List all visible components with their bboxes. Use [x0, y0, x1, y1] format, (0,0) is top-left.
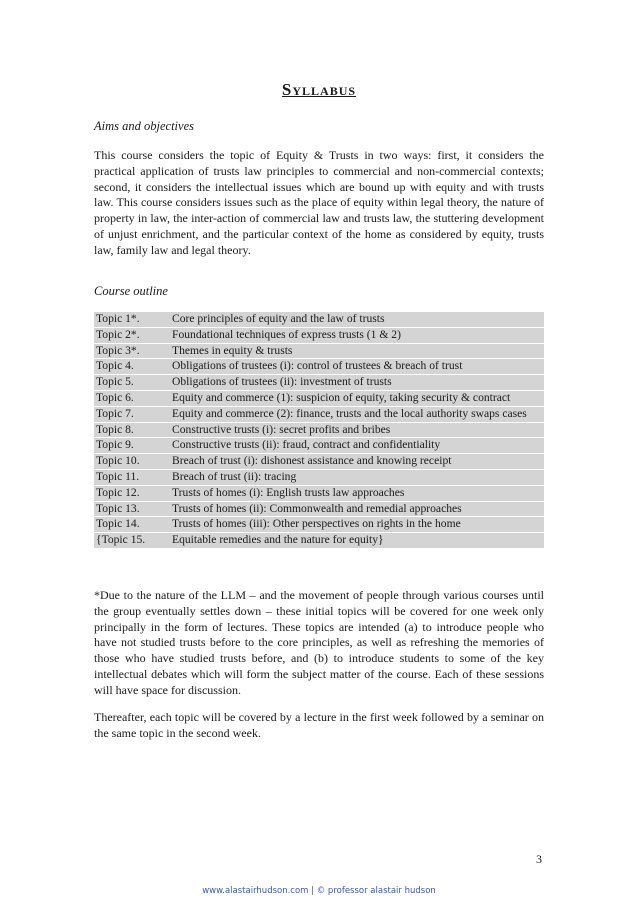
topic-number: Topic 2*. [94, 327, 170, 343]
topic-row [94, 485, 544, 501]
page-title: Syllabus [281, 80, 357, 99]
topic-description: Themes in equity & trusts [170, 343, 544, 359]
topic-row [94, 343, 544, 359]
topic-number: Topic 3*. [94, 343, 170, 359]
topic-number: Topic 6. [94, 390, 170, 406]
topic-description: Equitable remedies and the nature for equity} [170, 533, 544, 549]
topic-description: Trusts of homes (iii): Other perspectives on rights in the home [170, 517, 544, 533]
page-number: 3 [536, 852, 542, 866]
intro-paragraph: This course considers the topic of Equity & Trusts in two ways: first, it considers the practical application of trusts law principles to commercial and non-commercial contexts; second, it considers the intellectual issues which are bound up with equity and with trusts law. This course considers issues such as the place of equity within legal theory, the nature of property in law, the inter-action of commercial law and trusts law, the stuttering development of unjust enrichment, and the particular context of the home as considered by equity, trusts law, family law and legal theory. [94, 148, 544, 257]
topic-description: Equity and commerce (2): finance, trusts and the local authority swaps cases [170, 406, 544, 422]
topic-number: Topic 9. [94, 438, 170, 454]
topic-number: Topic 12. [94, 485, 170, 501]
topic-description: Obligations of trustees (i): control of trustees & breach of trust [170, 359, 544, 375]
topic-description: Constructive trusts (ii): fraud, contract and confidentiality [170, 438, 544, 454]
topic-row [94, 422, 544, 438]
topic-row [94, 312, 544, 327]
topic-number: Topic 1*. [94, 312, 170, 327]
topic-description: Obligations of trustees (ii): investment of trusts [170, 375, 544, 391]
topic-row [94, 375, 544, 391]
topic-number: Topic 8. [94, 422, 170, 438]
topic-row [94, 517, 544, 533]
topic-description: Trusts of homes (ii): Commonwealth and remedial approaches [170, 501, 544, 517]
aims-heading: Aims and objectives [94, 119, 194, 133]
thereafter-paragraph: Thereafter, each topic will be covered by a lecture in the first week followed by a seminar on the same topic in the second week. [94, 710, 544, 740]
topic-row [94, 469, 544, 485]
footer-link[interactable]: www.alastairhudson.com | © professor alastair hudson [202, 886, 436, 896]
topic-number: Topic 13. [94, 501, 170, 517]
topic-description: Breach of trust (i): dishonest assistance and knowing receipt [170, 454, 544, 470]
topic-number: Topic 10. [94, 454, 170, 470]
topic-row [94, 390, 544, 406]
topic-row [94, 359, 544, 375]
topic-number: {Topic 15. [94, 533, 170, 549]
topic-row [94, 454, 544, 470]
topic-number: Topic 7. [94, 406, 170, 422]
topic-description: Trusts of homes (i): English trusts law approaches [170, 485, 544, 501]
topic-number: Topic 4. [94, 359, 170, 375]
topic-description: Foundational techniques of express trusts (1 & 2) [170, 327, 544, 343]
topic-row [94, 406, 544, 422]
topic-row [94, 327, 544, 343]
outline-heading: Course outline [94, 284, 168, 298]
topic-description: Core principles of equity and the law of trusts [170, 312, 544, 327]
topic-description: Breach of trust (ii): tracing [170, 469, 544, 485]
topic-description: Equity and commerce (1): suspicion of equity, taking security & contract [170, 390, 544, 406]
topic-row [94, 533, 544, 549]
topic-row [94, 438, 544, 454]
topic-number: Topic 11. [94, 469, 170, 485]
note-paragraph: *Due to the nature of the LLM – and the movement of people through various courses until the group eventually settles down – these initial topics will be covered for one week only principally in the form of lectures. These topics are intended (a) to introduce people who have not studied trusts before to the core principles, as well as refreshing the memories of those who have studied trusts before, and (b) to introduce students to some of the key intellectual debates which will form the subject matter of the course. Each of these sessions will have space for discussion. [94, 588, 544, 697]
topic-description: Constructive trusts (i): secret profits and bribes [170, 422, 544, 438]
topic-row [94, 501, 544, 517]
topics-table [94, 312, 544, 549]
topic-number: Topic 5. [94, 375, 170, 391]
topic-number: Topic 14. [94, 517, 170, 533]
